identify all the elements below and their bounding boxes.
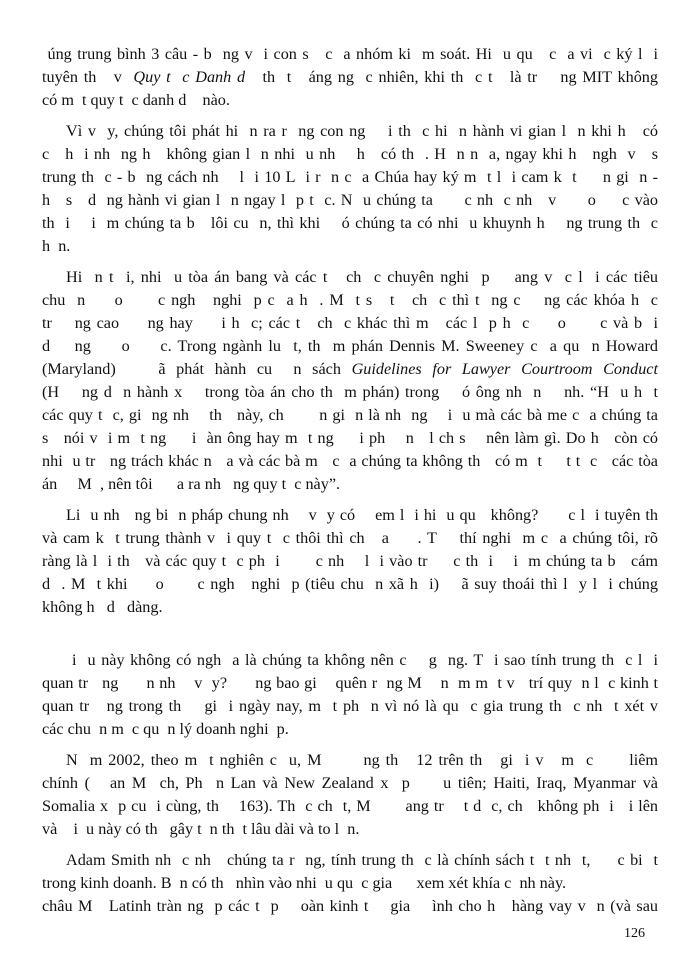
paragraph-3-line <box>42 359 658 379</box>
text-segment: th t áng ng c nhiên, khi th c t là tr ng MIT không <box>245 68 658 86</box>
paragraph-5-line: quan tr ng trong th gi i ngày nay, m t ph n vì nó là qu c gia trung th c nh t xét v <box>42 697 658 715</box>
paragraph-7-line: châu M Latinh tràn ng p các t p oàn kinh t gia ình cho h hàng vay v n (và sau <box>42 897 658 915</box>
paragraph-5-line: các chu n m c qu n lý doanh nghi p. <box>42 720 289 738</box>
paragraph-3-line: án M , nên tôi a ra nh ng quy t c này”. <box>42 475 341 493</box>
paragraph-1-line: có m t quy t c danh d nào. <box>42 91 230 109</box>
paragraph-3-line: các quy t c, gi ng nh th này, ch n gi n là nh ng i u mà các bà me c a chúng ta <box>42 406 658 424</box>
paragraph-5-line: quan tr ng n nh v y? ng bao gi quên r ng M n m m t v trí quy n l c kinh t <box>42 674 658 692</box>
italic-title: Guidelines for Lawyer Courtroom Conduct <box>351 360 658 378</box>
paragraph-1-line: úng trung bình 3 câu - b ng v i con s c a nhóm ki m soát. Hi u qu c a vi c ký l i <box>42 45 658 63</box>
paragraph-6-line: Somalia x p cu i cùng, th 163). Th c ch t, M ang tr t d c, ch không ph i i lên <box>42 797 658 815</box>
paragraph-6-line: chính ( an M ch, Ph n Lan và New Zealand x p u tiên; Haiti, Iraq, Myanmar và <box>42 774 658 792</box>
paragraph-7-line: trong kinh doanh. B n có th nhìn vào nhi u qu c gia xem xét khía c nh này. <box>42 874 567 892</box>
paragraph-4-line: ràng là l i th và các quy t c ph i c nh l i vào tr c th i i m chúng ta b cám <box>42 552 658 570</box>
paragraph-4-line: và cam k t trung thành v i quy t c thôi thì ch a . T thí nghi m c a chúng tôi, rõ <box>42 529 658 547</box>
paragraph-3-line: tr ng cao ng hay i h c; các t ch c khác thì m các l p h c o c và b i <box>42 314 658 332</box>
paragraph-3-line: s nói v i m t ng i àn ông hay m t ng i ph n l ch s nên làm gì. Do h còn có <box>42 429 658 447</box>
paragraph-4-line: d . M t khi o c ngh nghi p (tiêu chu n xã h i) ã suy thoái thì l y l i chúng <box>42 575 658 593</box>
paragraph-6-line: N m 2002, theo m t nghiên c u, M ng th 12 trên th gi i v m c liêm <box>66 751 658 769</box>
paragraph-4-line: Li u nh ng bi n pháp chung nh v y có em l i hi u qu không? c l i tuyên th <box>66 506 658 524</box>
paragraph-2-line: h s d ng hành vi gian l n ngay l p t c. N u chúng ta c nh c nh v o c vào <box>42 191 658 209</box>
italic-title: Quy t c Danh d <box>133 68 246 86</box>
paragraph-1-line <box>42 67 658 87</box>
text-segment: tuyên th v <box>42 68 134 86</box>
paragraph-6-line: và i u này có th gây t n th t lâu dài và to l n. <box>42 820 360 838</box>
paragraph-4-line: không h d dàng. <box>42 598 163 616</box>
text-segment: (Maryland) ã phát hành cu n sách <box>42 360 352 378</box>
paragraph-2-line: h n. <box>42 237 71 255</box>
paragraph-3-line: chu n o c ngh nghi p c a h . M t s t ch c thì t ng c ng các khóa h c <box>42 291 658 309</box>
paragraph-2-line: trung th c - b ng cách nh l i 10 L i r n c a Chúa hay ký m t l i cam k t n gi n - <box>42 168 658 186</box>
paragraph-3-line: (H ng d n hành x trong tòa án cho th m phán) trong ó ông nh n nh. “H u h t <box>42 383 658 401</box>
paragraph-3-line: nhi u tr ng trách khác n a và các bà m c a chúng ta không th có m t t t c các tòa <box>42 452 658 470</box>
paragraph-2-line: Vì v y, chúng tôi phát hi n ra r ng con ng i th c hi n hành vi gian l n khi h có <box>66 122 658 140</box>
page-number: 126 <box>624 926 645 941</box>
paragraph-5-line: i u này không có ngh a là chúng ta không nên c g ng. T i sao tính trung th c l i <box>72 651 658 669</box>
paragraph-3-line: d ng o c. Trong ngành lu t, th m phán Dennis M. Sweeney c a qu n Howard <box>42 337 658 355</box>
paragraph-2-line: c h i nh ng h không gian l n nhi u nh h có th . H n n a, ngay khi h ngh v s <box>42 145 658 163</box>
paragraph-3-line: Hi n t i, nhi u tòa án bang và các t ch c chuyên nghi p ang v c l i các tiêu <box>66 268 658 286</box>
paragraph-7-line: Adam Smith nh c nh chúng ta r ng, tính trung th c là chính sách t t nh t, c bi t <box>66 851 658 869</box>
paragraph-2-line: th i i m chúng ta b lôi cu n, thì khi ó chúng ta có nhi u khuynh h ng trung th c <box>42 214 658 232</box>
